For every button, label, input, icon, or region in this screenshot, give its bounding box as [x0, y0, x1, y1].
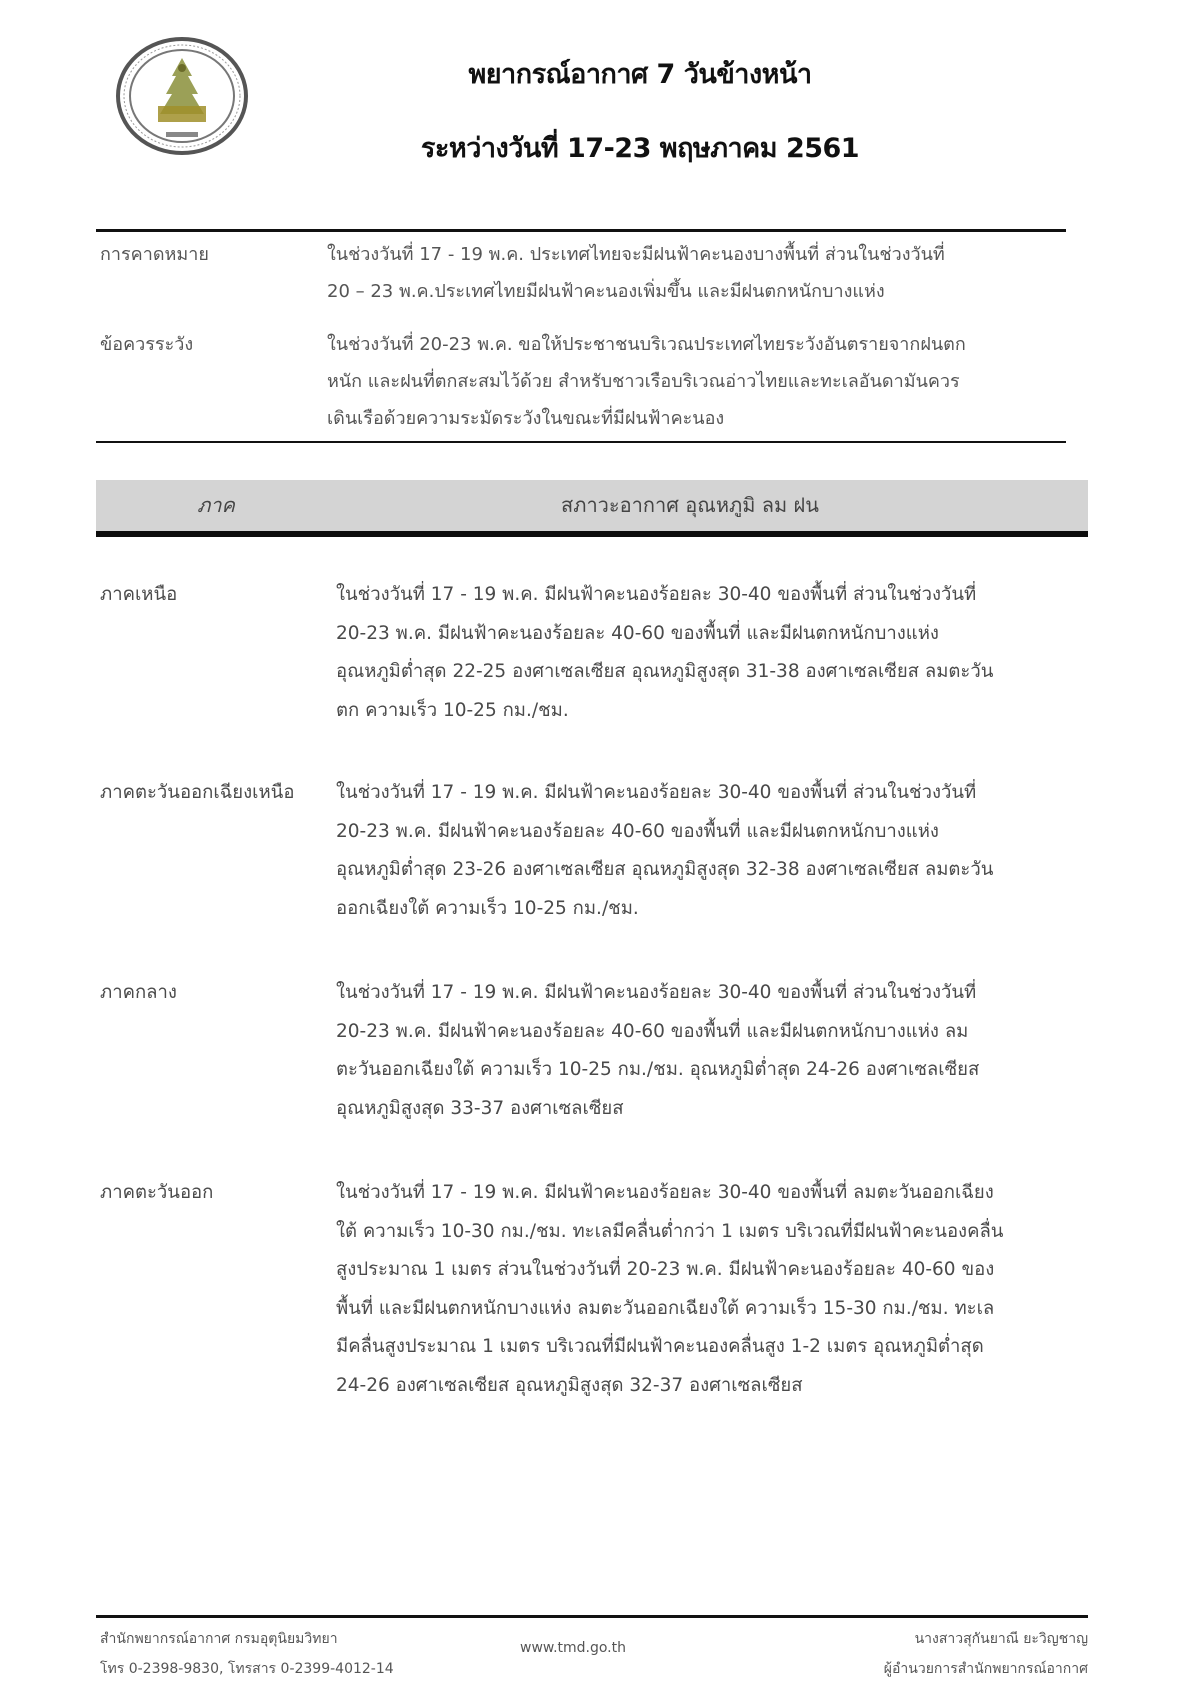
region-forecast: ในช่วงวันที่ 17 - 19 พ.ค. มีฝนฟ้าคะนองร้อยละ 30-40 ของพื้นที่ ส่วนในช่วงวันที่ 20-23 พ.ค. มีฝนฟ้าคะนองร้อยละ 40-60 ของพื้นที่ และมีฝนตกหนักบางแห่ง อุณหภูมิต่ำสุด 22-25 องศาเซลเซียส อุณหภูมิสูงสุด 31-38 องศาเซลเซียส ลมตะวัน ตก ความเร็ว 10-25 กม./ชม. [336, 584, 994, 721]
region-name: ภาคกลาง [100, 982, 177, 1003]
caution-text: ในช่วงวันที่ 20-23 พ.ค. ขอให้ประชาชนบริเวณประเทศไทยระวังอันตรายจากฝนตก หนัก และฝนที่ตกสะสมไว้ด้วย สำหรับชาวเรือบริเวณอ่าวไทยและทะเลอันดามันควร เดินเรือด้วยความระมัดระวังในขณะที่มีฝนฟ้าคะนอง [327, 334, 966, 429]
region-forecast: ในช่วงวันที่ 17 - 19 พ.ค. มีฝนฟ้าคะนองร้อยละ 30-40 ของพื้นที่ ส่วนในช่วงวันที่ 20-23 พ.ค. มีฝนฟ้าคะนองร้อยละ 40-60 ของพื้นที่ และมีฝนตกหนักบางแห่ง อุณหภูมิต่ำสุด 23-26 องศาเซลเซียส อุณหภูมิสูงสุด 32-38 องศาเซลเซียส ลมตะวัน ออกเฉียงใต้ ความเร็ว 10-25 กม./ชม. [336, 782, 994, 919]
column-header-conditions: สภาวะอากาศ อุณหภูมิ ลม ฝน [561, 493, 819, 517]
divider-top [96, 229, 1066, 232]
footer-office-name: สำนักพยากรณ์อากาศ กรมอุตุนิยมวิทยา [100, 1631, 338, 1647]
signatory-name: นางสาวสุกันยาณี ยะวิญชาญ [914, 1631, 1088, 1647]
signatory-title: ผู้อำนวยการสำนักพยากรณ์อากาศ [883, 1661, 1088, 1677]
table-header-underline [96, 531, 1088, 537]
document-title: พยากรณ์อากาศ 7 วันข้างหน้า [468, 59, 812, 90]
forecast-text: ในช่วงวันที่ 17 - 19 พ.ค. ประเทศไทยจะมีฝนฟ้าคะนองบางพื้นที่ ส่วนในช่วงวันที่ 20 – 23 พ.ค.ประเทศไทยมีฝนฟ้าคะนองเพิ่มขึ้น และมีฝนตกหนักบางแห่ง [327, 244, 945, 302]
region-name: ภาคเหนือ [100, 584, 178, 605]
column-header-region: ภาค [197, 493, 235, 517]
region-name: ภาคตะวันออกเฉียงเหนือ [100, 782, 295, 803]
footer-contact: โทร 0-2398-9830, โทรสาร 0-2399-4012-14 [100, 1661, 394, 1677]
footer-office-info [100, 1624, 394, 1684]
forecast-label: การคาดหมาย [100, 244, 209, 265]
document-date-range: ระหว่างวันที่ 17-23 พฤษภาคม 2561 [420, 133, 860, 164]
region-forecast: ในช่วงวันที่ 17 - 19 พ.ค. มีฝนฟ้าคะนองร้อยละ 30-40 ของพื้นที่ ลมตะวันออกเฉียง ใต้ ความเร็ว 10-30 กม./ชม. ทะเลมีคลื่นต่ำกว่า 1 เมตร บริเวณที่มีฝนฟ้าคะนองคลื่น สูงประมาณ 1 เมตร ส่วนในช่วงวันที่ 20-23 พ.ค. มีฝนฟ้าคะนองร้อยละ 40-60 ของ พื้นที่ และมีฝนตกหนักบางแห่ง ลมตะวันออกเฉียงใต้ ความเร็ว 15-30 กม./ชม. ทะเล มีคลื่นสูงประมาณ 1 เมตร บริเวณที่มีฝนฟ้าคะนองคลื่นสูง 1-2 เมตร อุณหภูมิต่ำสุด 24-26 องศาเซลเซียส อุณหภูมิสูงสุด 32-37 องศาเซลเซียส [336, 1182, 1004, 1396]
footer-website-link[interactable]: www.tmd.go.th [520, 1640, 626, 1656]
region-forecast: ในช่วงวันที่ 17 - 19 พ.ค. มีฝนฟ้าคะนองร้อยละ 30-40 ของพื้นที่ ส่วนในช่วงวันที่ 20-23 พ.ค. มีฝนฟ้าคะนองร้อยละ 40-60 ของพื้นที่ และมีฝนตกหนักบางแห่ง ลม ตะวันออกเฉียงใต้ ความเร็ว 10-25 กม./ชม. อุณหภูมิต่ำสุด 24-26 องศาเซลเซียส อุณหภูมิสูงสุด 33-37 องศาเซลเซียส [336, 982, 980, 1119]
footer-signatory [884, 1624, 1088, 1684]
footer-divider [96, 1615, 1088, 1618]
region-name: ภาคตะวันออก [100, 1182, 214, 1203]
tmd-seal-logo [114, 36, 250, 156]
divider-mid [96, 441, 1066, 443]
caution-label: ข้อควรระวัง [100, 334, 194, 355]
